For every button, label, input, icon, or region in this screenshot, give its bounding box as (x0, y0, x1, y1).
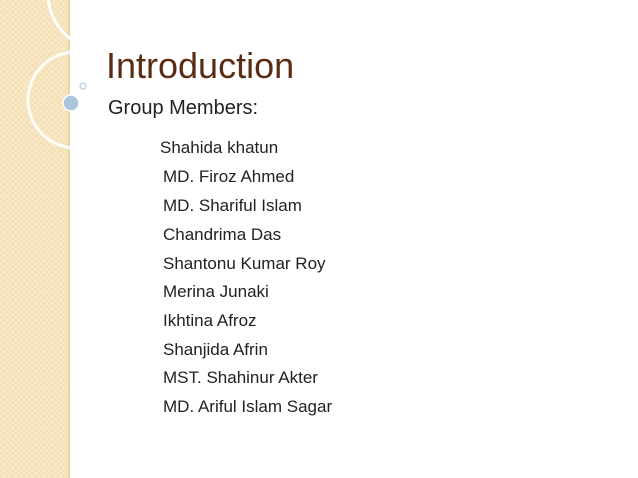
member-item: Merina Junaki (163, 282, 269, 301)
subtitle: Group Members: (108, 97, 259, 119)
outer-ring (48, 0, 130, 50)
member-item: Ikhtina Afroz (163, 311, 257, 330)
page-title: Introduction (106, 45, 295, 86)
member-item: Shantonu Kumar Roy (163, 254, 326, 273)
member-item: MD. Ariful Islam Sagar (163, 397, 333, 416)
member-item: Chandrima Das (163, 225, 282, 244)
member-item: MST. Shahinur Akter (163, 368, 318, 387)
large-bead (63, 95, 79, 111)
member-item: Shahida khatun (160, 138, 279, 157)
member-item: MD. Shariful Islam (163, 196, 302, 215)
member-item: Shanjida Afrin (163, 340, 268, 359)
small-bead (80, 83, 86, 89)
member-item: MD. Firoz Ahmed (163, 167, 295, 186)
